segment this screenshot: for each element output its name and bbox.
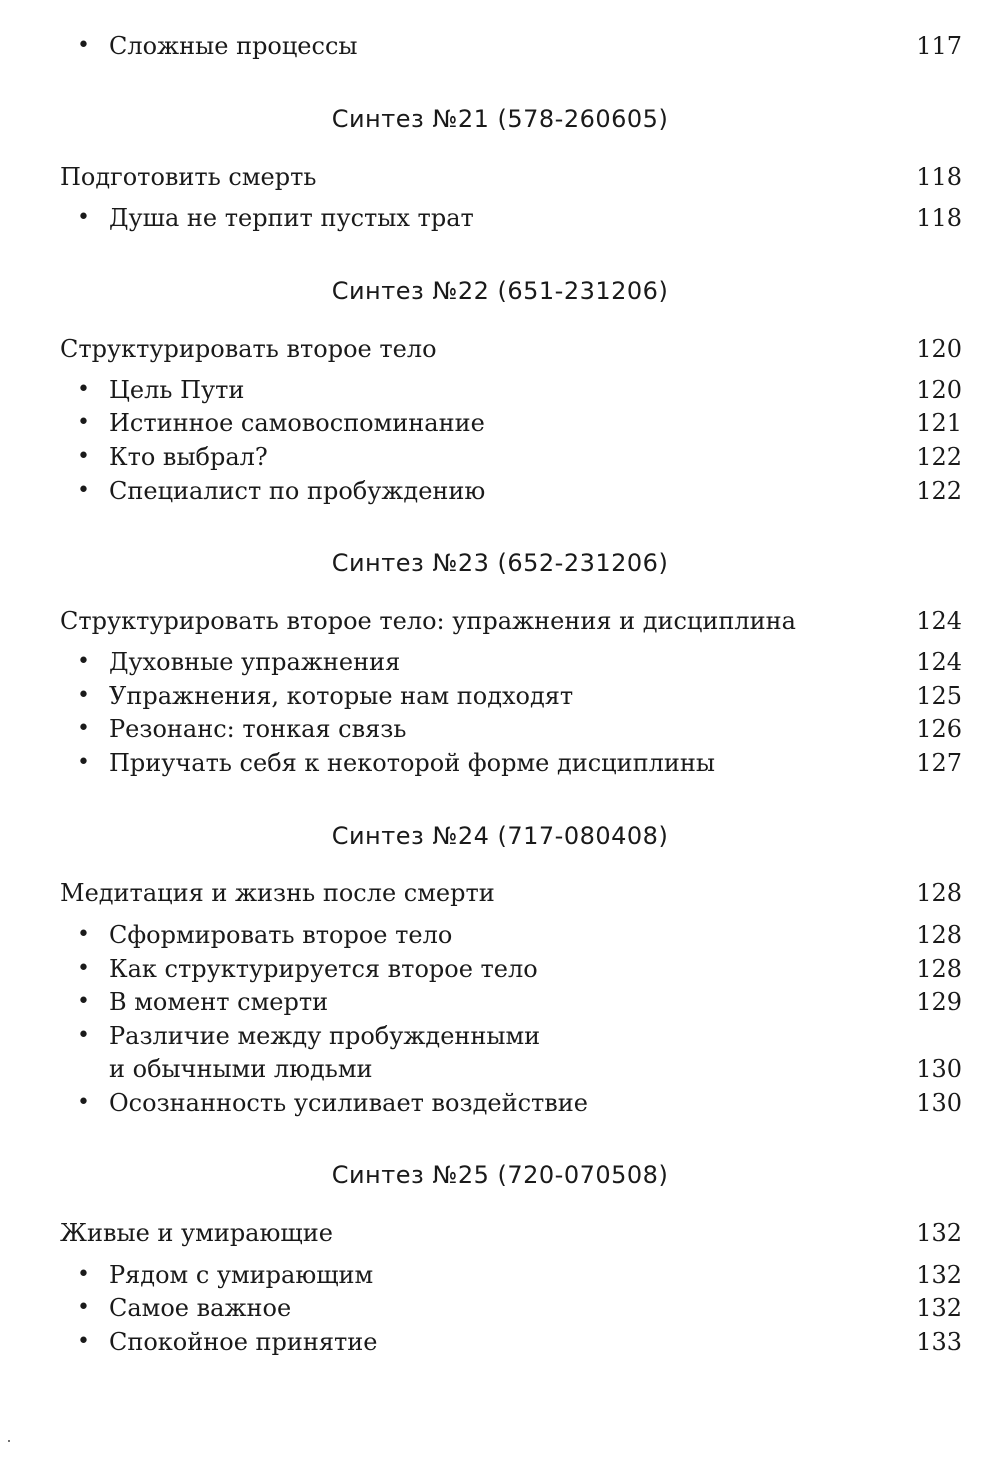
toc-item-page: 132 <box>916 1294 962 1322</box>
bullet: • <box>77 1023 90 1048</box>
toc-chapter <box>60 876 962 910</box>
bullet: • <box>77 1329 90 1354</box>
toc-item-page: 130 <box>916 1055 962 1083</box>
toc-item <box>60 746 962 780</box>
toc-item-page: 128 <box>916 955 962 983</box>
bullet: • <box>77 1090 90 1115</box>
toc-item-page: 127 <box>916 749 962 777</box>
bullet: • <box>77 444 90 469</box>
bullet: • <box>77 205 90 230</box>
toc-chapter-page: 118 <box>916 163 962 191</box>
toc-chapter <box>60 604 962 638</box>
toc-item-title: Истинное самовоспоминание <box>109 409 485 437</box>
toc-item-page: 120 <box>916 376 962 404</box>
toc-item-page: 121 <box>916 409 962 437</box>
section-heading: Синтез №22 (651-231206) <box>331 277 669 305</box>
toc-chapter-page: 132 <box>916 1219 962 1247</box>
toc-item <box>60 440 962 474</box>
toc-item-title: Цель Пути <box>109 376 245 404</box>
toc-item-page: 118 <box>916 204 962 232</box>
toc-item <box>60 952 962 986</box>
toc-item <box>60 1291 962 1325</box>
toc-item <box>60 201 962 235</box>
toc-chapter-title: Медитация и жизнь после смерти <box>60 879 495 907</box>
toc-chapter <box>60 160 962 194</box>
toc-item-page: 128 <box>916 921 962 949</box>
bullet: • <box>77 683 90 708</box>
toc-chapter-title: Живые и умирающие <box>60 1219 333 1247</box>
bullet: • <box>77 956 90 981</box>
toc-item-title: Упражнения, которые нам подходят <box>109 682 574 710</box>
toc-item-title: Приучать себя к некоторой форме дисциплины <box>109 749 715 777</box>
toc-item-title: Рядом с умирающим <box>109 1261 374 1289</box>
toc-item-title: Сформировать второе тело <box>109 921 453 949</box>
toc-item-title: Самое важное <box>109 1294 292 1322</box>
bullet: • <box>77 649 90 674</box>
toc-item <box>60 1325 962 1359</box>
toc-item-title: Специалист по пробуждению <box>109 477 486 505</box>
bullet: • <box>77 1295 90 1320</box>
toc-item-page: 126 <box>916 715 962 743</box>
toc-chapter-page: 124 <box>916 607 962 635</box>
toc-item-page: 125 <box>916 682 962 710</box>
scan-speck <box>8 1440 10 1442</box>
toc-item <box>60 712 962 746</box>
toc-item <box>60 1258 962 1292</box>
toc-item-page: 129 <box>916 988 962 1016</box>
toc-item <box>60 679 962 713</box>
bullet: • <box>77 989 90 1014</box>
toc-item-title: В момент смерти <box>109 988 329 1016</box>
toc-item-page: 117 <box>916 32 962 60</box>
toc-item-page: 122 <box>916 477 962 505</box>
toc-item <box>60 1086 962 1120</box>
toc-item <box>60 29 962 63</box>
toc-item-title: Спокойное принятие <box>109 1328 378 1356</box>
toc-item <box>60 406 962 440</box>
toc-item-page: 122 <box>916 443 962 471</box>
toc-chapter <box>60 332 962 366</box>
toc-chapter-page: 128 <box>916 879 962 907</box>
toc-item-title: Осознанность усиливает воздействие <box>109 1089 589 1117</box>
toc-chapter <box>60 1216 962 1250</box>
bullet: • <box>77 410 90 435</box>
toc-item <box>60 1019 962 1053</box>
section-heading: Синтез №25 (720-070508) <box>331 1161 669 1189</box>
bullet: • <box>77 33 90 58</box>
toc-item-page: 130 <box>916 1089 962 1117</box>
toc-item-page: 133 <box>916 1328 962 1356</box>
toc-item <box>60 918 962 952</box>
toc-item-title: и обычными людьми <box>109 1055 373 1083</box>
section-heading: Синтез №21 (578-260605) <box>331 105 669 133</box>
bullet: • <box>77 716 90 741</box>
toc-item-title: Духовные упражнения <box>109 648 401 676</box>
toc-chapter-title: Структурировать второе тело <box>60 335 437 363</box>
toc-item-title: Различие между пробужденными <box>109 1022 541 1050</box>
bullet: • <box>77 377 90 402</box>
toc-chapter-title: Структурировать второе тело: упражнения и дисциплина <box>60 607 796 635</box>
toc-item <box>60 474 962 508</box>
toc-item-page: 132 <box>916 1261 962 1289</box>
section-heading: Синтез №23 (652-231206) <box>331 549 669 577</box>
toc-item-title: Резонанс: тонкая связь <box>109 715 407 743</box>
toc-item-title: Душа не терпит пустых трат <box>109 204 474 232</box>
toc-item-title: Кто выбрал? <box>109 443 268 471</box>
bullet: • <box>77 1262 90 1287</box>
toc-item-title: Как структурируется второе тело <box>109 955 538 983</box>
toc-item-title: Сложные процессы <box>109 32 358 60</box>
toc-item-page: 124 <box>916 648 962 676</box>
bullet: • <box>77 750 90 775</box>
toc-item <box>60 645 962 679</box>
toc-item <box>60 373 962 407</box>
toc-chapter-title: Подготовить смерть <box>60 163 317 191</box>
toc-item <box>60 985 962 1019</box>
toc-item-continuation <box>60 1052 962 1086</box>
toc-chapter-page: 120 <box>916 335 962 363</box>
section-heading: Синтез №24 (717-080408) <box>331 822 669 850</box>
bullet: • <box>77 478 90 503</box>
bullet: • <box>77 922 90 947</box>
